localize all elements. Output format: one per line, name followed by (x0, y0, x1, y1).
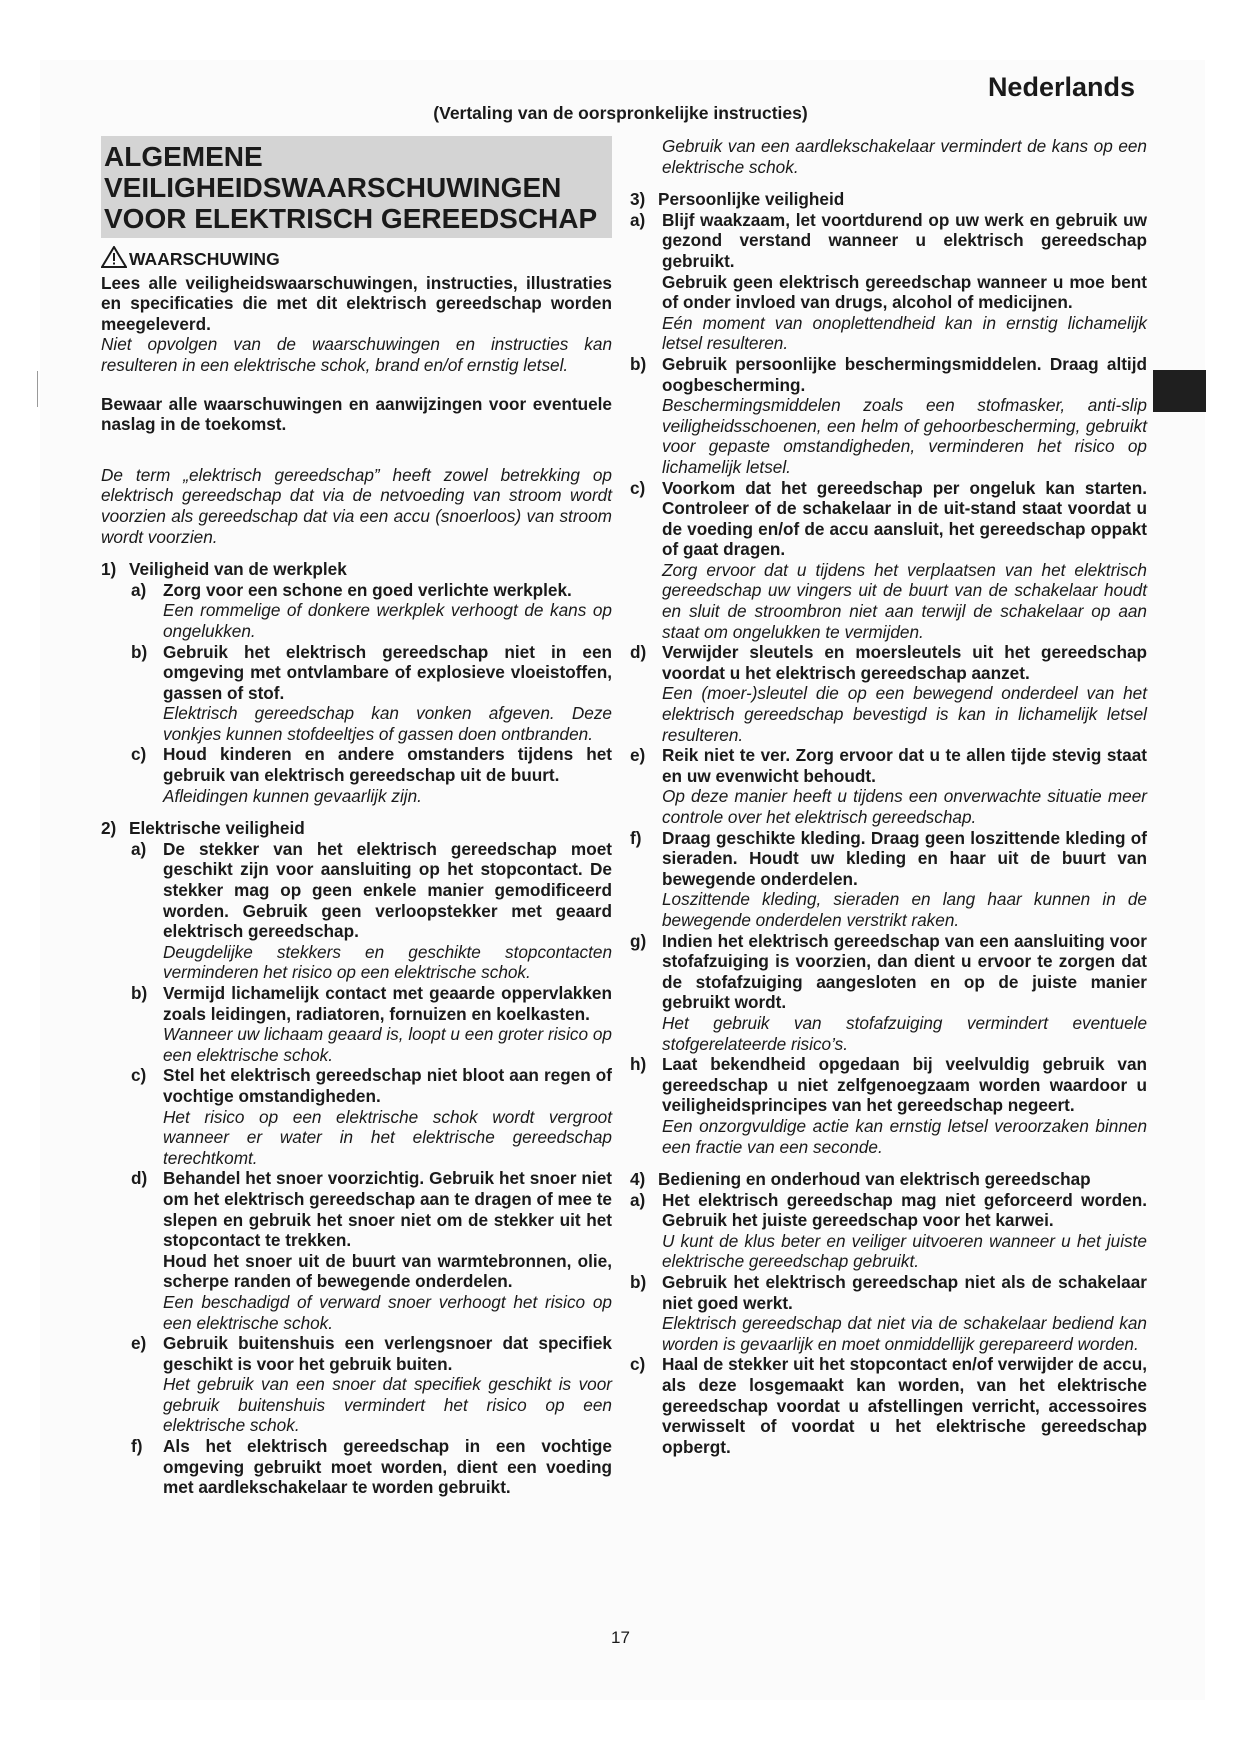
translation-subtitle: (Vertaling van de oorspronkelijke instructies) (433, 103, 808, 123)
item-explanation: Deugdelijke stekkers en geschikte stopcontacten verminderen het risico op een elektrische schok. (163, 941, 612, 983)
item-explanation: U kunt de klus beter en veiliger uitvoeren wanneer u het juiste elektrische gereedschap gebruikt. (662, 1230, 1147, 1272)
section-heading: 2) Elektrische veiligheid (101, 818, 305, 839)
item-explanation: Wanneer uw lichaam geaard is, loopt u een groter risico op een elektrische schok. (163, 1024, 612, 1065)
warning-bold-text: Lees alle veiligheidswaarschuwingen, instructies, illustraties en specificaties die met dit elektrisch gereedschap worden meegeleverd. (101, 272, 612, 334)
list-item: e) Reik niet te ver. Zorg ervoor dat u te allen tijde stevig staat en uw evenwicht behoudt. (630, 745, 1147, 786)
item-extra-bold: Houd het snoer uit de buurt van warmtebronnen, olie, scherpe randen of bewegende onderdelen. (163, 1250, 612, 1292)
title-line: VEILIGHEIDSWAARSCHUWINGEN (104, 172, 562, 203)
list-item: b) Gebruik persoonlijke beschermingsmiddelen. Draag altijd oogbescherming. (630, 353, 1147, 395)
item-explanation: Het risico op een elektrische schok wordt vergroot wanneer er water in het elektrische gereedschap terechtkomt. (163, 1106, 612, 1168)
keep-instructions-text: Bewaar alle waarschuwingen en aanwijzingen voor eventuele naslag in de toekomst. (101, 393, 612, 435)
section-heading: 1) Veiligheid van de werkplek (101, 559, 347, 580)
list-item: a) De stekker van het elektrisch gereedschap moet geschikt zijn voor aansluiting op het stopcontact. De stekker mag op geen enkele manier gemodificeerd worden. Gebruik geen verloopstekker met geaard elektrisch gereedschap. (131, 838, 612, 942)
left-column (101, 136, 612, 1498)
page-title (104, 141, 606, 234)
page-number: 17 (611, 1628, 630, 1647)
term-definition-text: De term „elektrisch gereedschap” heeft zowel betrekking op elektrisch gereedschap dat via de netvoeding van stroom wordt voorzien als gereedschap dat via een accu (snoerloos) van stroom wordt voorzien. (101, 464, 612, 547)
item-explanation: Elektrisch gereedschap dat niet via de schakelaar bediend kan worden is gevaarlijk en moet onmiddellijk gerepareerd worden. (662, 1313, 1147, 1354)
list-item: f) Draag geschikte kleding. Draag geen loszittende kleding of sieraden. Houdt uw kleding en haar uit de buurt van bewegende onderdelen. (630, 827, 1147, 889)
list-item: a) Blijf waakzaam, let voortdurend op uw werk en gebruik uw gezond verstand wanneer u elektrisch gereedschap gebruikt. (630, 209, 1147, 271)
item-explanation: Een (moer-)sleutel die op een bewegend onderdeel van het elektrisch gereedschap bevestigd is kan in lichamelijk letsel resulteren. (662, 683, 1147, 745)
right-column (630, 136, 1147, 1457)
item-explanation: Elektrisch gereedschap kan vonken afgeven. Deze vonkjes kunnen stofdeeltjes of gassen doen ontbranden. (163, 703, 612, 744)
list-item: c) Haal de stekker uit het stopcontact en/of verwijder de accu, als deze losgemaakt kan worden, van het elektrische gereedschap voordat u afstellingen verricht, accessoires verwisselt of voordat u het elektrische gereedschap opbergt. (630, 1354, 1147, 1457)
list-item: d) Verwijder sleutels en moersleutels uit het gereedschap voordat u het elektrisch gereedschap aanzet. (630, 642, 1147, 683)
item-explanation: Eén moment van onoplettendheid kan in ernstig lichamelijk letsel resulteren. (662, 312, 1147, 354)
item-explanation: Gebruik van een aardlekschakelaar vermindert de kans op een elektrische schok. (662, 136, 1147, 177)
item-extra-bold: Gebruik geen elektrisch gereedschap wanneer u moe bent of onder invloed van drugs, alcohol of medicijnen. (662, 271, 1147, 313)
section-heading: 4) Bediening en onderhoud van elektrisch gereedschap (630, 1169, 1091, 1190)
title-line: ALGEMENE (104, 141, 263, 172)
section-heading: 3) Persoonlijke veiligheid (630, 189, 845, 210)
item-explanation: Loszittende kleding, sieraden en lang haar kunnen in de bewegende onderdelen verstrikt raken. (662, 889, 1147, 930)
warning-italic-text: Niet opvolgen van de waarschuwingen en instructies kan resulteren in een elektrische schok, brand en/of ernstig letsel. (101, 334, 612, 375)
list-item: f) Als het elektrisch gereedschap in een vochtige omgeving gebruikt moet worden, dient een voeding met aardlekschakelaar te worden gebruikt. (131, 1436, 612, 1498)
list-item: a) Het elektrisch gereedschap mag niet geforceerd worden. Gebruik het juiste gereedschap voor het karwei. (630, 1189, 1147, 1231)
warning-label: WAARSCHUWING (129, 249, 280, 269)
item-explanation: Een onzorgvuldige actie kan ernstig letsel veroorzaken binnen een fractie van een seconde. (662, 1115, 1147, 1157)
warning-heading (101, 246, 612, 273)
list-item: g) Indien het elektrisch gereedschap van een aansluiting voor stofafzuiging is voorzien, dan dient u ervoor te zorgen dat de stofafzuiging aangesloten en op de juiste manier gebruikt wordt. (630, 930, 1147, 1013)
section-title-box (101, 136, 612, 238)
title-line: VOOR ELEKTRISCH GEREEDSCHAP (104, 203, 598, 234)
language-thumb-tab (1153, 370, 1206, 412)
list-item: d) Behandel het snoer voorzichtig. Gebruik het snoer niet om het elektrisch gereedschap aan te dragen of mee te slepen en gebruik het snoer niet om de stekker uit het stopcontact te trekken. (131, 1168, 612, 1251)
list-item: b) Gebruik het elektrisch gereedschap niet in een omgeving met ontvlambare of explosieve vloeistoffen, gassen of stof. (131, 641, 612, 703)
list-item: c) Houd kinderen en andere omstanders tijdens het gebruik van elektrisch gereedschap uit de buurt. (131, 744, 612, 786)
list-item: c) Voorkom dat het gereedschap per ongeluk kan starten. Controleer of de schakelaar in de uit-stand staat voordat u de voeding en/of de accu aansluit, het gereedschap oppakt of gaat dragen. (630, 477, 1147, 560)
item-explanation: Het gebruik van stofafzuiging vermindert eventuele stofgerelateerde risico’s. (662, 1012, 1147, 1054)
list-item: b) Vermijd lichamelijk contact met geaarde oppervlakken zoals leidingen, radiatoren, fornuizen en koelkasten. (131, 983, 612, 1024)
margin-mark (37, 371, 38, 407)
item-explanation: Een beschadigd of verward snoer verhoogt het risico op een elektrische schok. (163, 1291, 612, 1333)
item-explanation: Zorg ervoor dat u tijdens het verplaatsen van het elektrisch gereedschap uw vingers uit de buurt van de schakelaar houdt en sluit de stroombron niet aan terwijl de schakelaar op aan staat om ongelukken te vermijden. (662, 559, 1147, 642)
list-item: e) Gebruik buitenshuis een verlengsnoer dat specifiek geschikt is voor het gebruik buiten. (131, 1333, 612, 1374)
warning-triangle-icon (101, 246, 127, 273)
list-item: h) Laat bekendheid opgedaan bij veelvuldig gebruik van gereedschap u niet zelfgenoegzaam worden waardoor u veiligheidsprincipes van het gereedschap negeert. (630, 1054, 1147, 1116)
item-explanation: Een rommelige of donkere werkplek verhoogt de kans op ongelukken. (163, 600, 612, 641)
item-explanation: Afleidingen kunnen gevaarlijk zijn. (163, 785, 422, 806)
item-explanation: Het gebruik van een snoer dat specifiek geschikt is voor gebruik buitenshuis vermindert het risico op een elektrische schok. (163, 1374, 612, 1436)
list-item: c) Stel het elektrisch gereedschap niet bloot aan regen of vochtige omstandigheden. (131, 1065, 612, 1106)
item-explanation: Op deze manier heeft u tijdens een onverwachte situatie meer controle over het elektrisch gereedschap. (662, 786, 1147, 827)
list-item: b) Gebruik het elektrisch gereedschap niet als de schakelaar niet goed werkt. (630, 1272, 1147, 1313)
item-explanation: Beschermingsmiddelen zoals een stofmasker, anti-slip veiligheidsschoenen, een helm of gehoorbescherming, gebruikt voor gepaste omstandigheden, verminderen het risico op lichamelijk letsel. (662, 395, 1147, 477)
language-label: Nederlands (987, 72, 1135, 102)
list-item: a) Zorg voor een schone en goed verlichte werkplek. (131, 579, 572, 600)
